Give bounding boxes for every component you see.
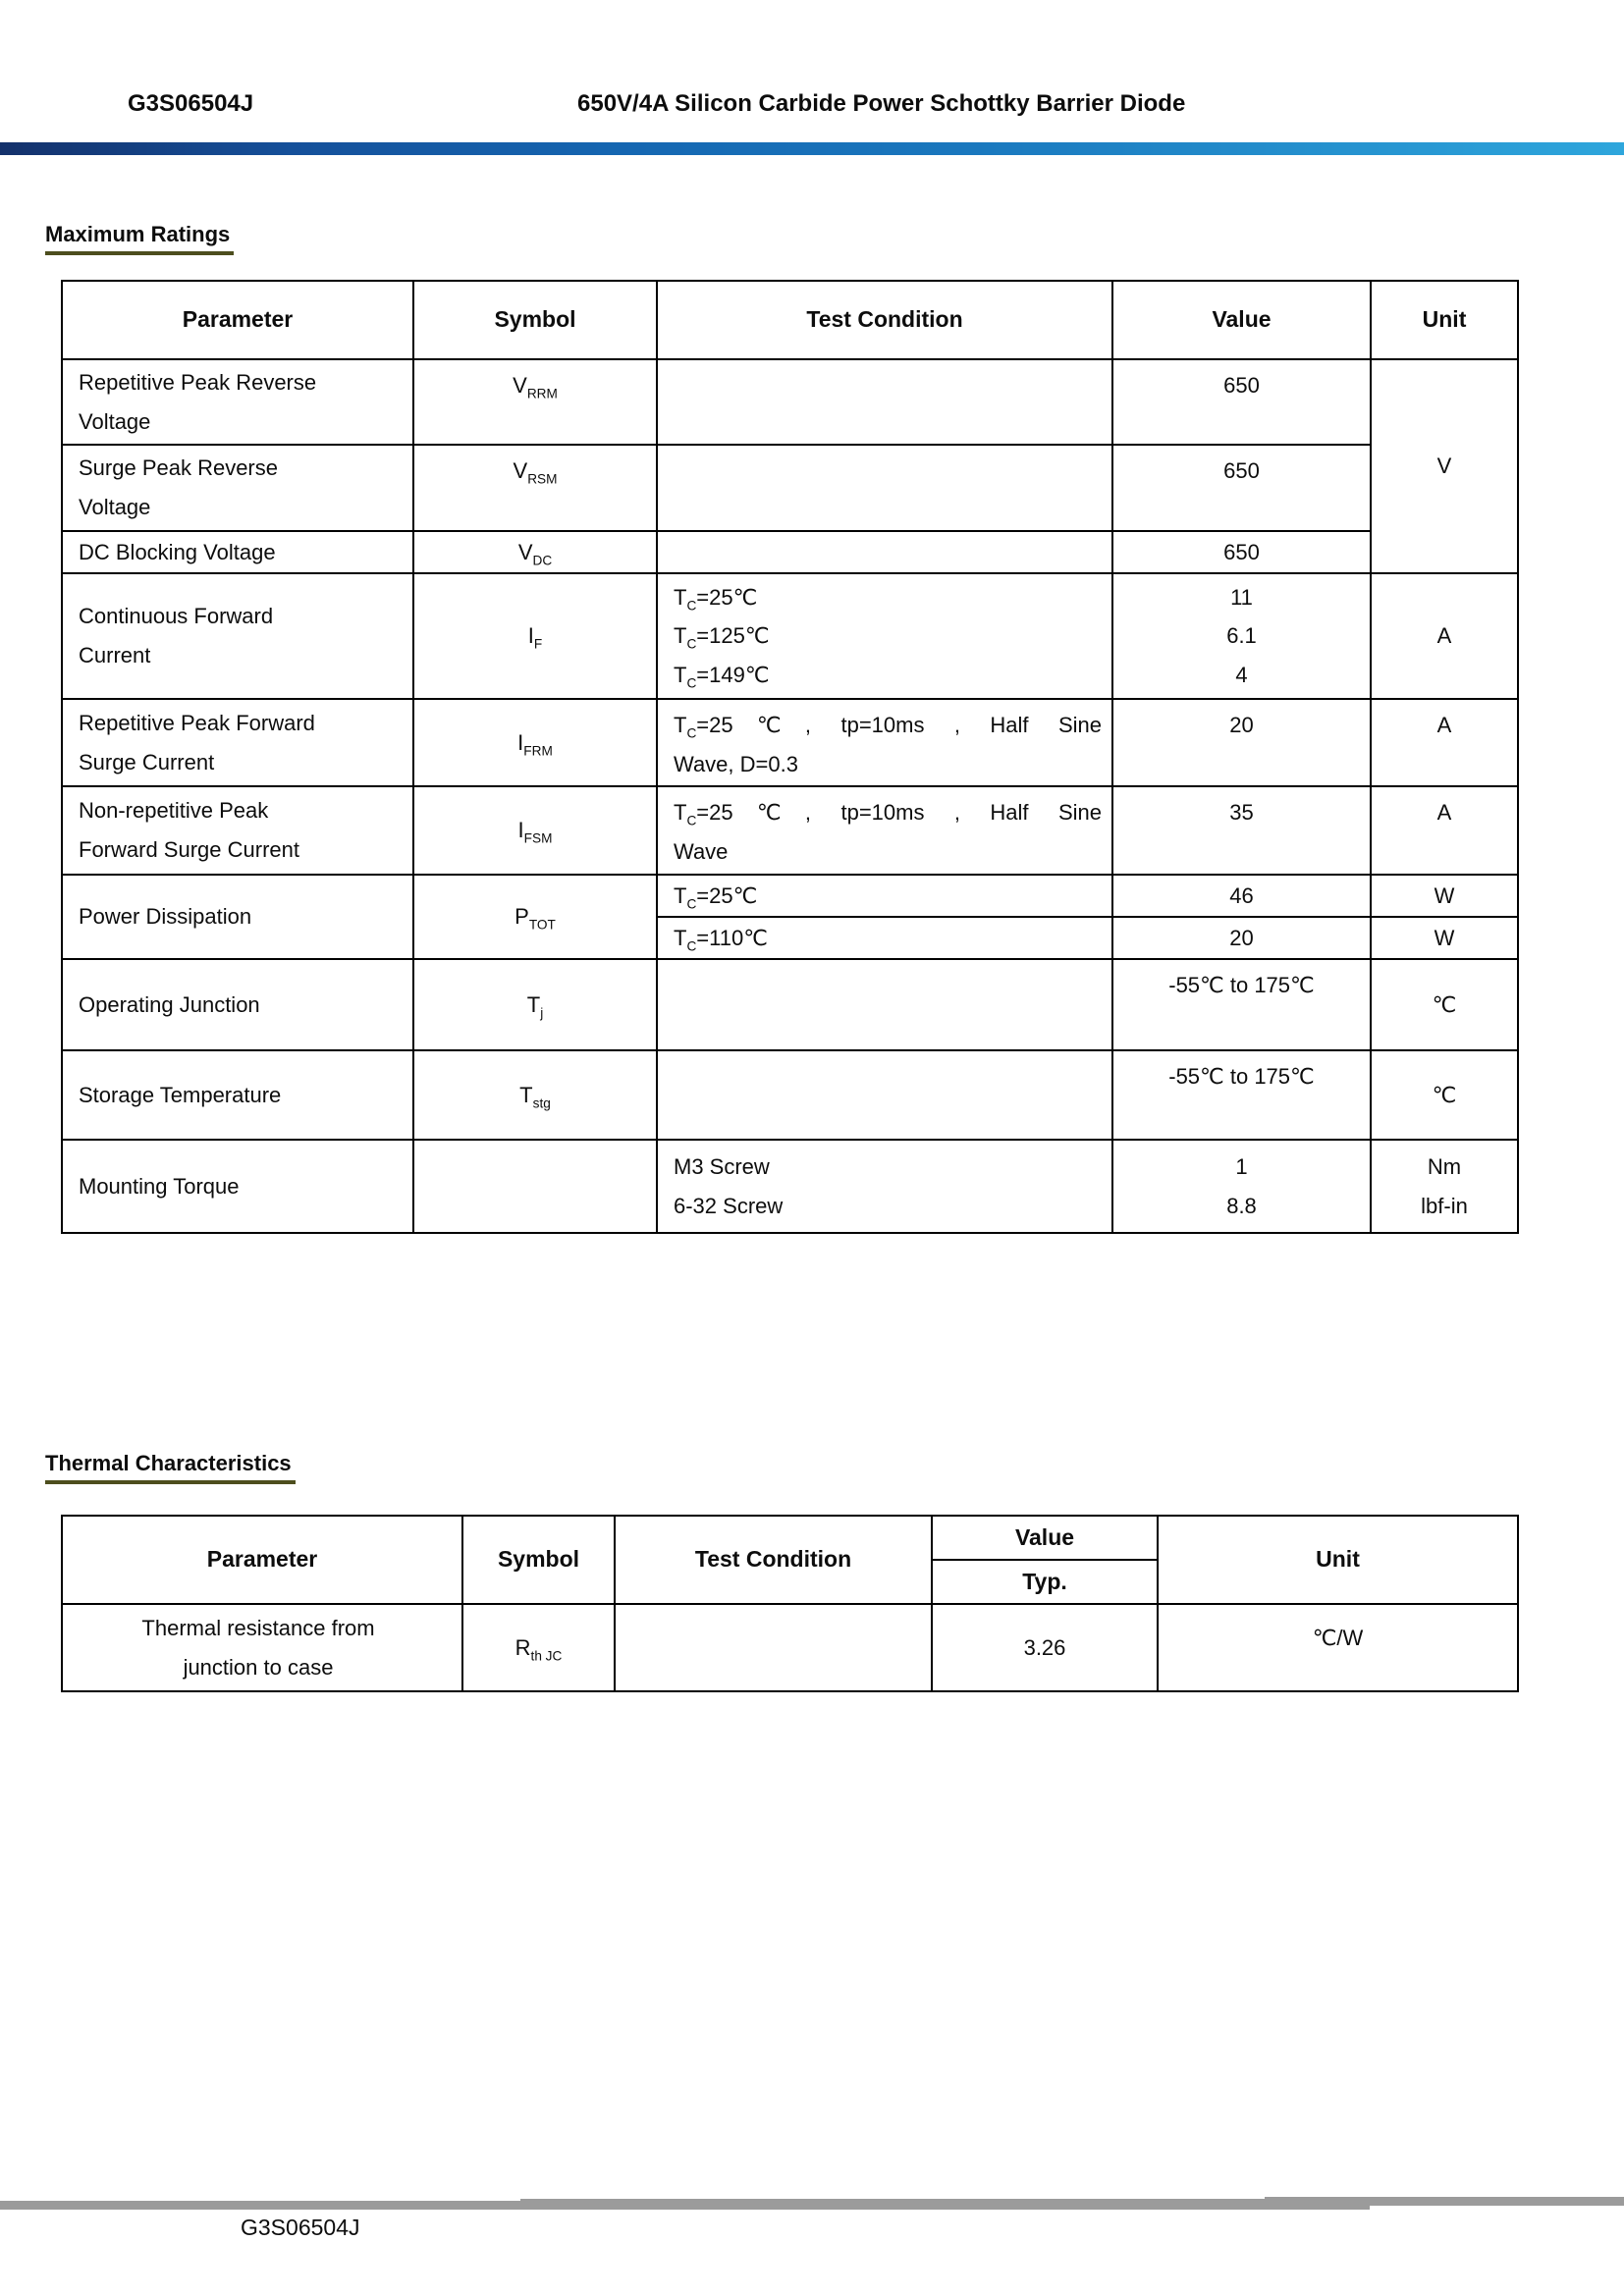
text-line: $T_C=125℃$	[674, 623, 770, 652]
column-header-symbol: Symbol	[462, 1516, 615, 1604]
column-subheader-typ: Typ.	[932, 1560, 1158, 1604]
symbol-cell: $I_{FSM}$	[413, 786, 657, 875]
parameter-cell	[62, 531, 413, 573]
text-line: Wave	[674, 838, 729, 864]
value-cell: 3.26	[932, 1604, 1158, 1691]
text-line: 4	[1235, 662, 1248, 687]
text-line: Non-repetitive Peak	[79, 798, 269, 824]
symbol-cell: $V_{RSM}$	[413, 445, 657, 531]
condition-cell: $T_C=110℃$	[657, 917, 1112, 959]
text-line: Voltage	[79, 408, 151, 434]
column-header-unit: Unit	[1371, 281, 1518, 359]
symbol-cell: $V_{RRM}$	[413, 359, 657, 445]
symbol-cell: $V_{DC}$	[413, 531, 657, 573]
column-header-parameter: Parameter	[62, 1516, 462, 1604]
table-row	[62, 573, 1518, 699]
text-line: lbf-in	[1421, 1193, 1468, 1218]
condition-cell	[657, 1140, 1112, 1233]
condition-cell	[657, 531, 1112, 573]
text-line: 1	[1235, 1153, 1248, 1179]
value-cell: 20	[1112, 917, 1371, 959]
footer-part-number: G3S06504J	[241, 2215, 360, 2240]
text-line: Voltage	[79, 495, 151, 519]
column-header-symbol: Symbol	[413, 281, 657, 359]
text-line: Repetitive Peak Forward	[79, 710, 315, 735]
table-header-row	[62, 1516, 1518, 1560]
unit-cell: A	[1371, 573, 1518, 699]
symbol-cell	[413, 1140, 657, 1233]
thermal-table	[61, 1515, 1519, 1692]
table-row	[62, 1604, 1518, 1691]
text-line: Current	[79, 643, 151, 667]
parameter-cell	[62, 359, 413, 445]
text-line: Forward Surge Current	[79, 837, 299, 862]
parameter-cell	[62, 573, 413, 699]
text-line: Power Dissipation	[79, 904, 252, 930]
parameter-cell	[62, 786, 413, 875]
text-line: Surge Peak Reverse	[79, 455, 278, 481]
condition-cell	[657, 1050, 1112, 1140]
text-line: M3 Screw	[674, 1153, 770, 1179]
text-line: $T_C=25℃$, tp=10ms , Half Sine	[674, 800, 1102, 828]
max-ratings-table	[61, 280, 1519, 1234]
value-cell: 35	[1112, 786, 1371, 875]
unit-cell: A	[1371, 786, 1518, 875]
text-line: Surge Current	[79, 749, 215, 774]
symbol-cell: $T_{stg}$	[413, 1050, 657, 1140]
table-row	[62, 959, 1518, 1050]
value-cell	[1112, 573, 1371, 699]
column-header-value: Value	[932, 1516, 1158, 1560]
value-cell: 650	[1112, 531, 1371, 573]
table-row	[62, 1140, 1518, 1233]
header-accent-bar	[0, 142, 1624, 155]
parameter-cell	[62, 1604, 462, 1691]
footer-bar-segment	[520, 2199, 1370, 2210]
parameter-cell	[62, 959, 413, 1050]
text-line: 8.8	[1226, 1193, 1257, 1218]
text-line: 6.1	[1226, 623, 1257, 649]
unit-cell: ℃	[1371, 1050, 1518, 1140]
condition-cell	[657, 699, 1112, 786]
condition-cell	[657, 573, 1112, 699]
condition-cell	[657, 786, 1112, 875]
table-row	[62, 445, 1518, 531]
text-line: DC Blocking Voltage	[79, 539, 276, 564]
condition-cell	[657, 959, 1112, 1050]
value-cell: -55℃ to 175℃	[1112, 959, 1371, 1050]
text-line: 11	[1230, 584, 1253, 610]
page-title: 650V/4A Silicon Carbide Power Schottky Barrier Diode	[577, 90, 1186, 117]
text-line: Wave, D=0.3	[674, 751, 798, 776]
condition-cell: $T_C=25℃$	[657, 875, 1112, 917]
thermal-heading: Thermal Characteristics	[45, 1451, 296, 1484]
unit-cell: W	[1371, 917, 1518, 959]
column-header-parameter: Parameter	[62, 281, 413, 359]
unit-cell: A	[1371, 699, 1518, 786]
symbol-cell: $P_{TOT}$	[413, 875, 657, 959]
header-part-number: G3S06504J	[128, 90, 254, 117]
text-line: Operating Junction	[79, 991, 260, 1017]
text-line: Mounting Torque	[79, 1173, 240, 1199]
unit-cell: ℃/W	[1158, 1604, 1518, 1691]
symbol-cell: $T_j$	[413, 959, 657, 1050]
text-line: Repetitive Peak Reverse	[79, 369, 317, 395]
text-line: Continuous Forward	[79, 604, 274, 629]
parameter-cell	[62, 1140, 413, 1233]
column-header-value: Value	[1112, 281, 1371, 359]
text-line: 6-32 Screw	[674, 1193, 784, 1218]
condition-cell	[657, 359, 1112, 445]
unit-cell: W	[1371, 875, 1518, 917]
table-row	[62, 786, 1518, 875]
column-header-unit: Unit	[1158, 1516, 1518, 1604]
parameter-cell	[62, 1050, 413, 1140]
text-line: junction to case	[183, 1654, 334, 1680]
parameter-cell	[62, 699, 413, 786]
column-header-test-condition: Test Condition	[615, 1516, 932, 1604]
unit-cell: ℃	[1371, 959, 1518, 1050]
text-line: Storage Temperature	[79, 1082, 282, 1107]
footer-bar-segment	[1265, 2197, 1624, 2206]
symbol-cell: $R_{th JC}$	[462, 1604, 615, 1691]
table-row	[62, 875, 1518, 917]
text-line: Nm	[1427, 1153, 1462, 1179]
text-line: Thermal resistance from	[141, 1615, 375, 1640]
column-header-test-condition: Test Condition	[657, 281, 1112, 359]
table-row	[62, 1050, 1518, 1140]
parameter-cell	[62, 875, 413, 959]
symbol-cell: $I_{FRM}$	[413, 699, 657, 786]
text-line: $T_C=149℃$	[674, 662, 770, 691]
symbol-cell: $I_F$	[413, 573, 657, 699]
table-row	[62, 531, 1518, 573]
footer-divider-bar	[0, 2197, 1624, 2213]
table-row	[62, 359, 1518, 445]
condition-cell	[615, 1604, 932, 1691]
text-line: $T_C=25℃$	[674, 584, 758, 613]
text-line: $T_C=25℃$, tp=10ms , Half Sine	[674, 713, 1102, 741]
value-cell: 650	[1112, 445, 1371, 531]
value-cell	[1112, 1140, 1371, 1233]
value-cell: 650	[1112, 359, 1371, 445]
value-cell: 46	[1112, 875, 1371, 917]
unit-cell	[1371, 1140, 1518, 1233]
condition-cell	[657, 445, 1112, 531]
table-row	[62, 699, 1518, 786]
value-cell: 20	[1112, 699, 1371, 786]
parameter-cell	[62, 445, 413, 531]
unit-cell: V	[1371, 359, 1518, 573]
max-ratings-heading: Maximum Ratings	[45, 222, 234, 255]
table-header-row	[62, 281, 1518, 359]
value-cell: -55℃ to 175℃	[1112, 1050, 1371, 1140]
